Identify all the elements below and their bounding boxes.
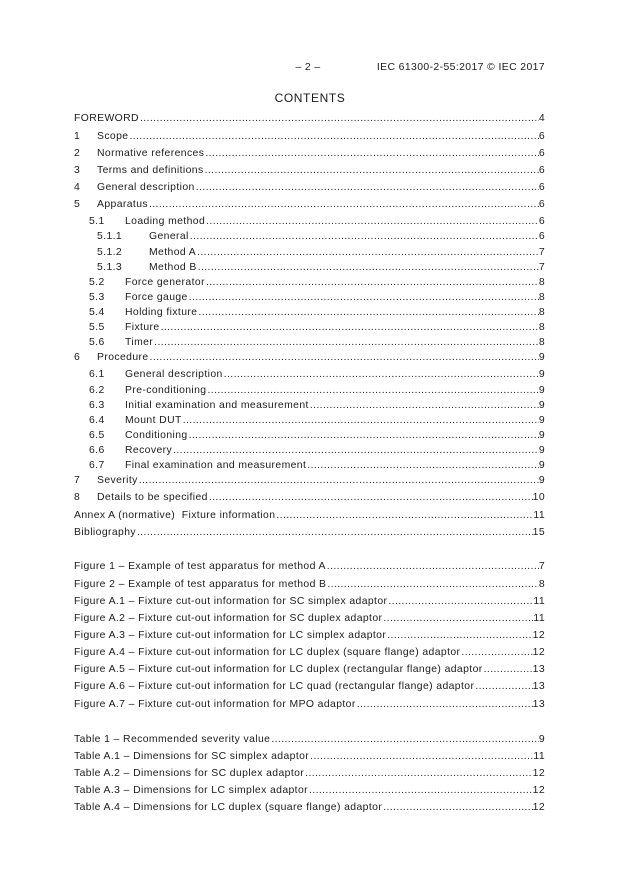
- entry-title: Apparatus: [97, 199, 148, 210]
- figure-list-entry-a-1[interactable]: [74, 595, 545, 609]
- entry-number: 2: [74, 148, 81, 159]
- entry-page-number: 8: [538, 337, 545, 348]
- entry-title: Table A.2 – Dimensions for SC duplex adaptor: [74, 768, 305, 779]
- toc-entry-5-1[interactable]: [89, 215, 545, 229]
- dot-leader: [128, 130, 538, 144]
- entry-number: 5.6: [89, 337, 105, 348]
- dot-leader: [356, 698, 533, 712]
- entry-page-number: 6: [538, 148, 545, 159]
- entry-title: Table 1 – Recommended severity value: [74, 734, 271, 745]
- header-document-reference: IEC 61300-2-55:2017 © IEC 2017: [376, 62, 545, 73]
- dot-leader: [189, 230, 539, 244]
- entry-title: Table A.4 – Dimensions for LC duplex (square flange) adaptor: [74, 802, 383, 813]
- toc-entry-1[interactable]: [74, 130, 545, 144]
- entry-page-number: 12: [532, 647, 545, 658]
- toc-entry-6-2[interactable]: [89, 384, 545, 398]
- entry-page-number: 8: [538, 292, 545, 303]
- entry-page-number: 6: [538, 199, 545, 210]
- figure-list-entry-a-6[interactable]: [74, 680, 545, 694]
- dot-leader: [138, 474, 539, 488]
- entry-number: 5.2: [89, 277, 105, 288]
- toc-entry-5-3[interactable]: [89, 291, 545, 305]
- entry-title: Figure A.3 – Fixture cut-out information for LC simplex adaptor: [74, 630, 387, 641]
- entry-number: 6.6: [89, 445, 105, 456]
- dot-leader: [188, 429, 539, 443]
- dot-leader: [136, 526, 533, 540]
- dot-leader: [160, 321, 539, 335]
- entry-page-number: 7: [538, 262, 545, 273]
- dot-leader: [326, 560, 539, 574]
- entry-title: General description: [125, 369, 223, 380]
- toc-entry-8[interactable]: [74, 491, 545, 505]
- entry-page-number: 8: [538, 579, 545, 590]
- dot-leader: [172, 444, 539, 458]
- entry-title: Figure A.6 – Fixture cut-out information for LC quad (rectangular flange) adaptor: [74, 681, 475, 692]
- toc-entry-7[interactable]: [74, 474, 545, 488]
- toc-entry-5-6[interactable]: [89, 336, 545, 350]
- dot-leader: [197, 306, 538, 320]
- entry-page-number: 4: [538, 113, 545, 124]
- entry-title: Bibliography: [74, 527, 136, 538]
- entry-page-number: 6: [538, 182, 545, 193]
- entry-page-number: 13: [532, 664, 545, 675]
- dot-leader: [382, 801, 532, 815]
- dot-leader: [223, 368, 539, 382]
- header-page-number: – 2 –: [295, 62, 321, 73]
- entry-number: 5.1.1: [97, 231, 123, 242]
- figure-list-entry-a-3[interactable]: [74, 629, 545, 643]
- toc-entry-bibliography[interactable]: [74, 526, 545, 540]
- entry-number: 5.3: [89, 292, 105, 303]
- dot-leader: [474, 680, 532, 694]
- entry-number: 5.1.3: [97, 262, 123, 273]
- dot-leader: [196, 246, 539, 260]
- entry-title: Pre-conditioning: [125, 385, 207, 396]
- entry-number: 5.4: [89, 307, 105, 318]
- dot-leader: [205, 215, 539, 229]
- toc-entry-5[interactable]: [74, 198, 545, 212]
- toc-entry-4[interactable]: [74, 181, 545, 195]
- entry-title: Figure A.1 – Fixture cut-out information for SC simplex adaptor: [74, 596, 388, 607]
- entry-number: 7: [74, 475, 81, 486]
- entry-title: Figure A.4 – Fixture cut-out information for LC duplex (square flange) adaptor: [74, 647, 461, 658]
- entry-title: Table A.1 – Dimensions for SC simplex adaptor: [74, 751, 310, 762]
- dot-leader: [304, 767, 532, 781]
- entry-title: Figure A.7 – Fixture cut-out information for MPO adaptor: [74, 699, 356, 710]
- entry-page-number: 7: [538, 561, 545, 572]
- entry-page-number: 10: [532, 492, 545, 503]
- entry-page-number: 9: [538, 369, 545, 380]
- toc-entry-6-1[interactable]: [89, 368, 545, 382]
- dot-leader: [207, 384, 539, 398]
- dot-leader: [386, 629, 532, 643]
- table-list-entry-a-2[interactable]: [74, 767, 545, 781]
- entry-title: Conditioning: [125, 430, 188, 441]
- entry-page-number: 11: [533, 596, 545, 607]
- entry-page-number: 9: [538, 460, 545, 471]
- entry-title: General description: [97, 182, 195, 193]
- toc-entry-3[interactable]: [74, 164, 545, 178]
- figure-list-entry-2[interactable]: [74, 578, 545, 592]
- dot-leader: [139, 112, 539, 126]
- dot-leader: [148, 198, 539, 212]
- entry-number: 5.5: [89, 322, 105, 333]
- entry-page-number: 9: [538, 385, 545, 396]
- toc-entry-6-3[interactable]: [89, 399, 545, 413]
- entry-title: Scope: [97, 131, 129, 142]
- figure-list-entry-a-2[interactable]: [74, 612, 545, 626]
- entry-page-number: 8: [538, 322, 545, 333]
- entry-title: Force generator: [125, 277, 205, 288]
- entry-page-number: 12: [532, 802, 545, 813]
- entry-number: 3: [74, 165, 81, 176]
- dot-leader: [308, 784, 533, 798]
- entry-page-number: 8: [538, 307, 545, 318]
- entry-title: Terms and definitions: [97, 165, 204, 176]
- entry-page-number: 6: [538, 165, 545, 176]
- entry-number: 6.2: [89, 385, 105, 396]
- entry-number: 6: [74, 352, 81, 363]
- entry-title: Procedure: [97, 352, 149, 363]
- entry-page-number: 9: [538, 734, 545, 745]
- entry-title: Fixture: [125, 322, 160, 333]
- entry-number: 5.1: [89, 216, 105, 227]
- entry-title: Final examination and measurement: [125, 460, 307, 471]
- dot-leader: [204, 164, 539, 178]
- dot-leader: [309, 399, 539, 413]
- toc-entry-6[interactable]: [74, 351, 545, 365]
- table-list-entry-a-1[interactable]: [74, 750, 545, 764]
- entry-title: Force gauge: [125, 292, 188, 303]
- entry-title: Method B: [149, 262, 197, 273]
- contents-heading: CONTENTS: [274, 91, 346, 105]
- entry-title: General: [149, 231, 189, 242]
- dot-leader: [153, 336, 539, 350]
- figure-list-entry-a-5[interactable]: [74, 663, 545, 677]
- entry-title: Severity: [97, 475, 138, 486]
- entry-page-number: 9: [538, 400, 545, 411]
- entry-page-number: 11: [533, 751, 545, 762]
- dot-leader: [382, 612, 533, 626]
- entry-title: Annex A (normative) Fixture information: [74, 510, 276, 521]
- entry-title: Normative references: [97, 148, 205, 159]
- entry-page-number: 9: [538, 430, 545, 441]
- toc-entry-5-1-3[interactable]: [97, 261, 545, 275]
- entry-page-number: 11: [533, 613, 545, 624]
- toc-entry-6-7[interactable]: [89, 459, 545, 473]
- table-list-entry-a-4[interactable]: [74, 801, 545, 815]
- entry-number: 6.1: [89, 369, 105, 380]
- toc-entry-5-1-1[interactable]: [97, 230, 545, 244]
- entry-page-number: 15: [532, 527, 545, 538]
- entry-number: 6.5: [89, 430, 105, 441]
- entry-page-number: 8: [538, 277, 545, 288]
- entry-title: Recovery: [125, 445, 173, 456]
- entry-number: 4: [74, 182, 81, 193]
- figure-list-entry-1[interactable]: [74, 560, 545, 574]
- dot-leader: [275, 509, 533, 523]
- entry-number: 8: [74, 492, 81, 503]
- dot-leader: [309, 750, 533, 764]
- entry-page-number: 6: [538, 216, 545, 227]
- toc-entry-foreword[interactable]: [74, 112, 545, 126]
- entry-title: Details to be specified: [97, 492, 208, 503]
- dot-leader: [270, 733, 538, 747]
- dot-leader: [205, 276, 539, 290]
- dot-leader: [483, 663, 533, 677]
- toc-entry-annex-a[interactable]: [74, 509, 545, 523]
- entry-page-number: 13: [532, 699, 545, 710]
- entry-title: Figure A.5 – Fixture cut-out information for LC duplex (rectangular flange) adaptor: [74, 664, 483, 675]
- entry-page-number: 12: [532, 768, 545, 779]
- entry-page-number: 9: [538, 352, 545, 363]
- entry-title: Figure 2 – Example of test apparatus for method B: [74, 579, 327, 590]
- toc-entry-5-2[interactable]: [89, 276, 545, 290]
- entry-title: Initial examination and measurement: [125, 400, 309, 411]
- figure-list-entry-a-4[interactable]: [74, 646, 545, 660]
- dot-leader: [182, 414, 539, 428]
- entry-page-number: 6: [538, 231, 545, 242]
- entry-title: Mount DUT: [125, 415, 182, 426]
- entry-page-number: 11: [533, 510, 545, 521]
- dot-leader: [208, 491, 533, 505]
- toc-entry-5-1-2[interactable]: [97, 246, 545, 260]
- entry-number: 1: [74, 131, 81, 142]
- entry-page-number: 9: [538, 445, 545, 456]
- toc-entry-6-4[interactable]: [89, 414, 545, 428]
- entry-page-number: 9: [538, 475, 545, 486]
- dot-leader: [460, 646, 532, 660]
- dot-leader: [149, 351, 539, 365]
- toc-entry-6-5[interactable]: [89, 429, 545, 443]
- dot-leader: [197, 261, 539, 275]
- entry-page-number: 6: [538, 131, 545, 142]
- toc-entry-2[interactable]: [74, 147, 545, 161]
- entry-title: Method A: [149, 247, 197, 258]
- entry-number: 6.4: [89, 415, 105, 426]
- entry-page-number: 12: [532, 785, 545, 796]
- dot-leader: [195, 181, 539, 195]
- dot-leader: [387, 595, 533, 609]
- figure-list-entry-a-7[interactable]: [74, 698, 545, 712]
- entry-title: Holding fixture: [125, 307, 198, 318]
- entry-page-number: 9: [538, 415, 545, 426]
- entry-title: Table A.3 – Dimensions for LC simplex adaptor: [74, 785, 308, 796]
- entry-page-number: 12: [532, 630, 545, 641]
- dot-leader: [326, 578, 538, 592]
- table-list-entry-a-3[interactable]: [74, 784, 545, 798]
- entry-title: Figure A.2 – Fixture cut-out information for SC duplex adaptor: [74, 613, 383, 624]
- entry-page-number: 13: [532, 681, 545, 692]
- entry-number: 6.7: [89, 460, 105, 471]
- entry-title: FOREWORD: [74, 113, 139, 124]
- entry-page-number: 7: [538, 247, 545, 258]
- toc-entry-5-4[interactable]: [89, 306, 545, 320]
- entry-number: 6.3: [89, 400, 105, 411]
- toc-entry-5-5[interactable]: [89, 321, 545, 335]
- entry-title: Timer: [125, 337, 154, 348]
- dot-leader: [204, 147, 538, 161]
- entry-title: Figure 1 – Example of test apparatus for method A: [74, 561, 326, 572]
- entry-number: 5.1.2: [97, 247, 123, 258]
- entry-number: 5: [74, 199, 81, 210]
- entry-title: Loading method: [125, 216, 206, 227]
- dot-leader: [188, 291, 539, 305]
- toc-entry-6-6[interactable]: [89, 444, 545, 458]
- dot-leader: [306, 459, 539, 473]
- table-list-entry-1[interactable]: [74, 733, 545, 747]
